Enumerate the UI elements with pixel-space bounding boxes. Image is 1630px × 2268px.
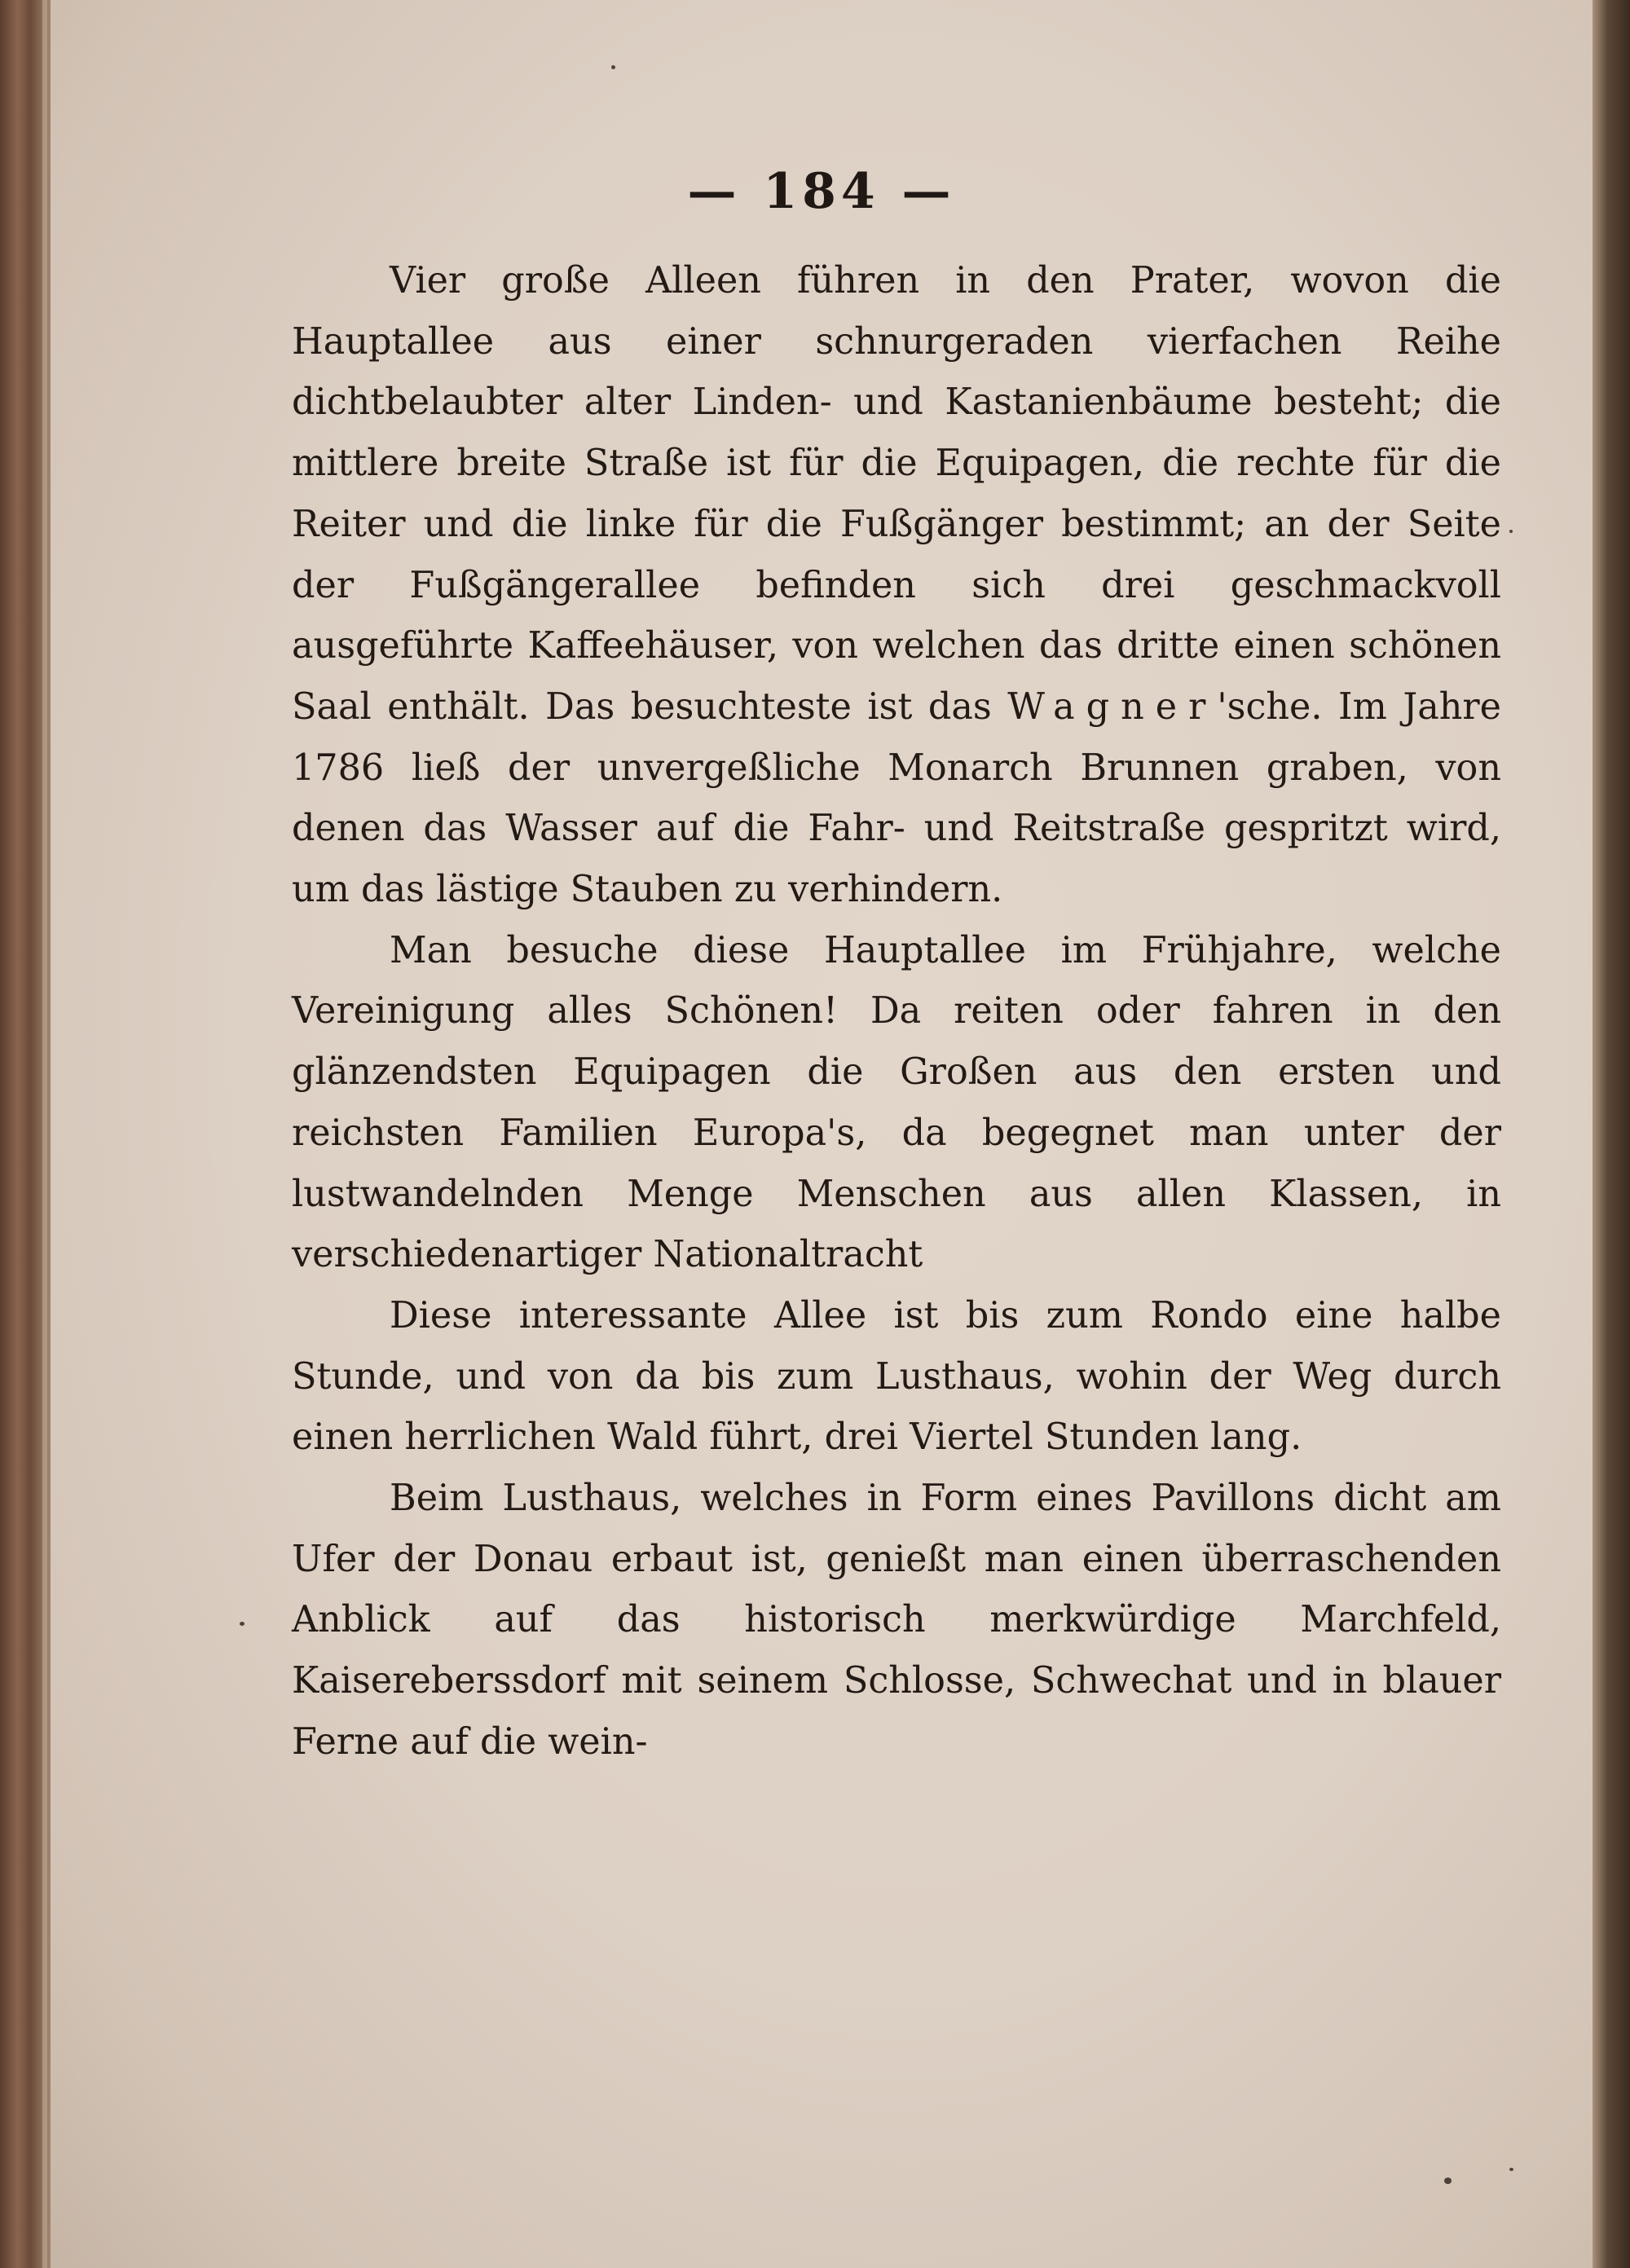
paragraph-1-emphasis: Wagner xyxy=(1007,685,1218,728)
paragraph-4: Beim Lusthaus, welches in Form eines Pavillons dicht am Ufer der Donau erbaut ist, genießt man einen überraschenden Anblick auf das historisch merkwürdige Marchfeld, Kaisereberssdorf mit seinem Schlosse, Schwechat und in blauer Ferne auf die wein- xyxy=(292,1478,1501,1763)
paper-speck xyxy=(1444,2178,1452,2184)
page-fore-edge xyxy=(1593,0,1630,2268)
paper-speck xyxy=(240,1622,244,1626)
paragraph-1-text-start: Vier große Alleen führen in den Prater, wovon die Hauptallee aus einer schnurgeraden vierfachen Reihe dichtbelaubter alter Linden- und Kastanienbäume besteht; die mittlere breite Straße ist für die Equipagen, die rechte für die Reiter und die linke für die Fußgänger bestimmt; an der Seite der Fußgängerallee befinden sich drei geschmackvoll ausgeführte Kaffeehäuser, von welchen das dritte einen schönen Saal enthält. Das besuchteste ist das xyxy=(292,260,1501,728)
paragraph-1-text-end: 'sche. Im Jahre 1786 ließ der unvergeßliche Monarch Brunnen graben, von denen das Wasser auf die Fahr- und Reitstraße gespritzt wird, um das lästige Stauben zu verhindern. xyxy=(292,685,1501,911)
paragraph-2: Man besuche diese Hauptallee im Frühjahre, welche Vereinigung alles Schönen! Da reiten oder fahren in den glänzendsten Equipagen die Großen aus den ersten und reichsten Familien Europa's, da begegnet man unter der lustwandelnden Menge Menschen aus allen Klassen, in verschiedenartiger Nationaltracht xyxy=(292,929,1501,1276)
page-sheet xyxy=(51,0,1593,2268)
paper-speck xyxy=(1509,2168,1513,2171)
paper-speck xyxy=(611,65,615,69)
paragraph-1 xyxy=(292,251,1501,921)
paragraph-3: Diese interessante Allee ist bis zum Rondo eine halbe Stunde, und von da bis zum Lusthaus, wohin der Weg durch einen herrlichen Wald führt, drei Viertel Stunden lang. xyxy=(292,1294,1501,1459)
book-spine-edge xyxy=(0,0,51,2268)
page-number: — 184 — xyxy=(687,163,956,220)
body-text xyxy=(292,251,1501,1773)
paper-speck xyxy=(1509,530,1513,533)
